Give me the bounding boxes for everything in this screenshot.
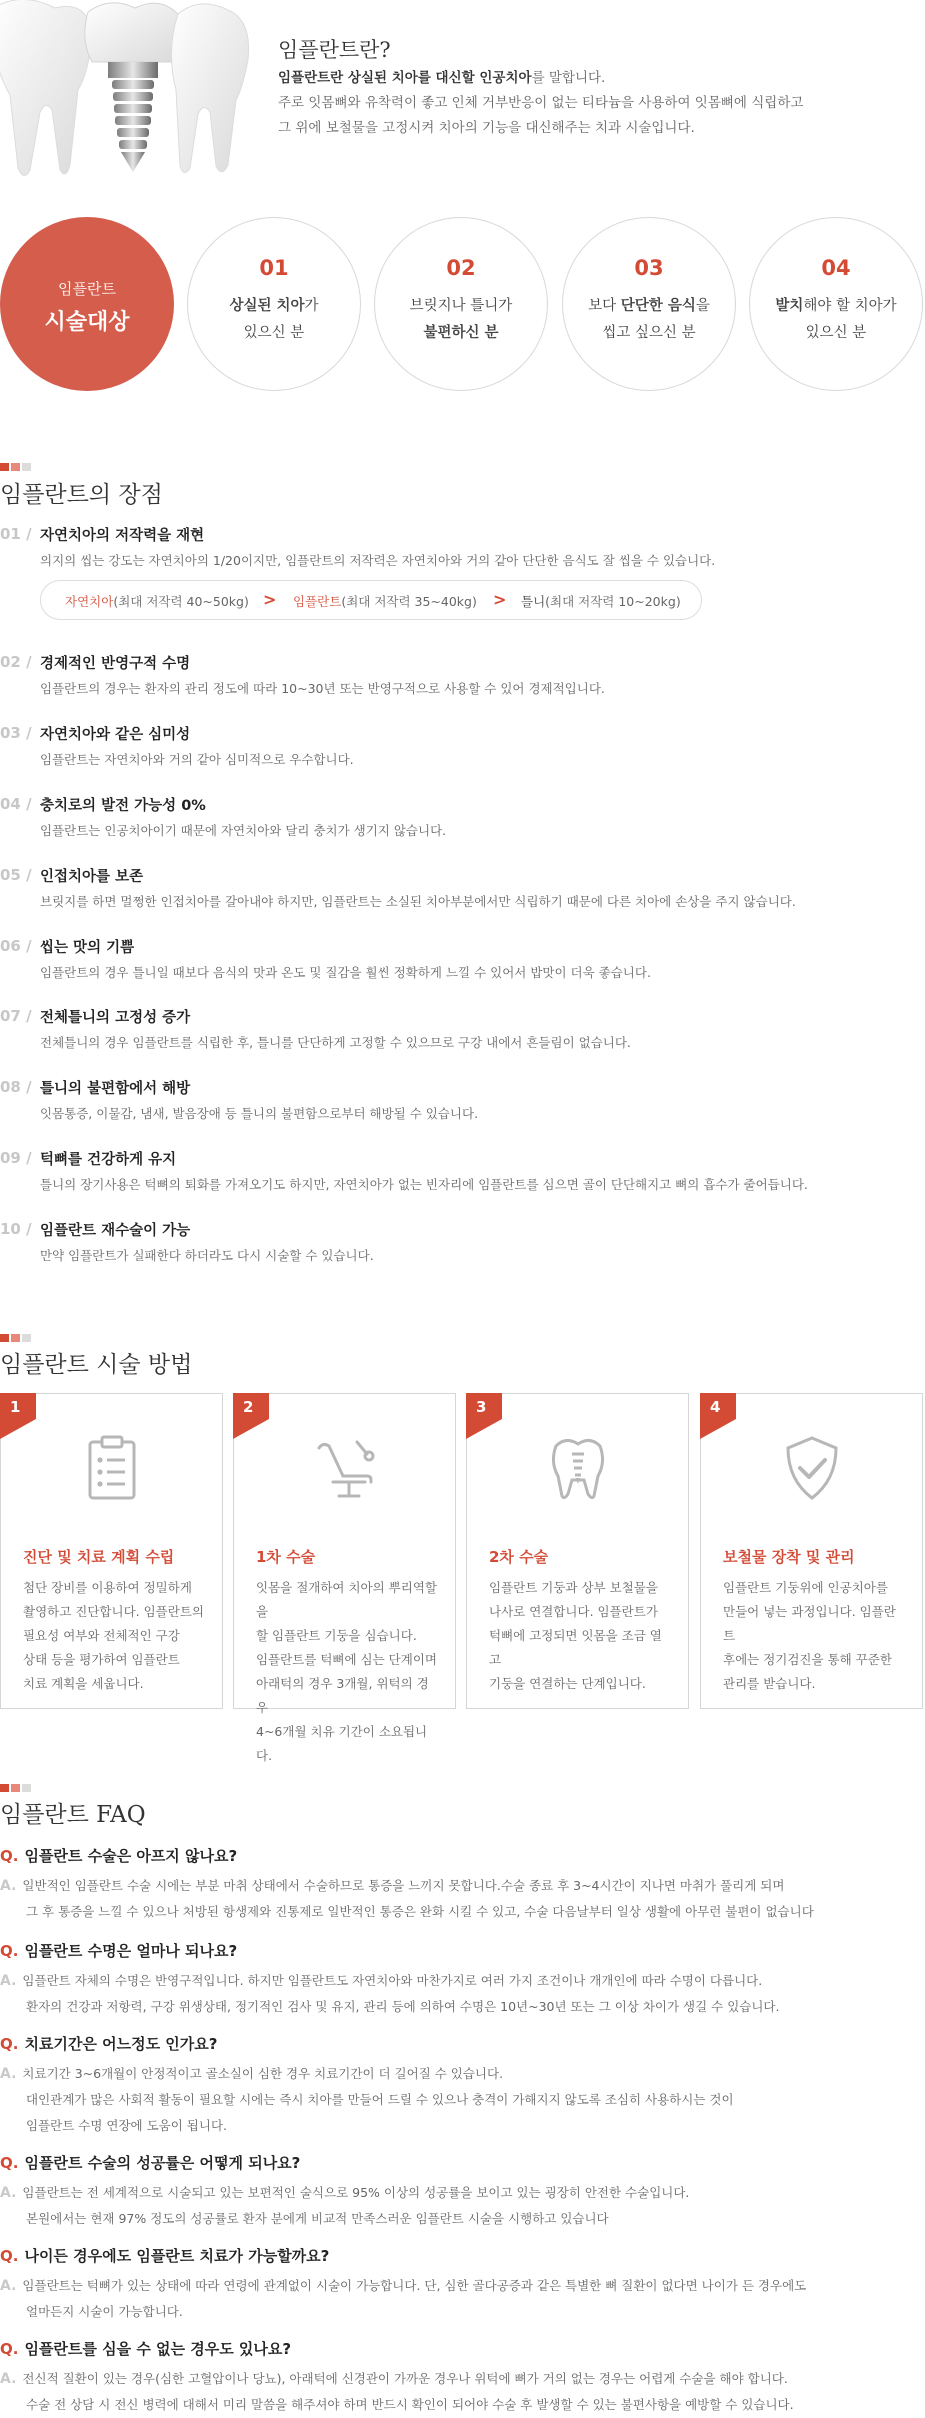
compare-implant (293, 592, 477, 610)
intro-title: 임플란트란? (278, 38, 391, 62)
step-desc-line: 아래턱의 경우 3개월, 위턱의 경우 (256, 1676, 429, 1715)
step-desc-line: 할 임플란트 기둥을 심습니다. (256, 1628, 417, 1643)
bite-force-comparison (40, 580, 702, 620)
advantages-title: 임플란트의 장점 (0, 482, 163, 508)
faq-answer-line: 전신적 질환이 있는 경우(심한 고혈압이나 당뇨), 아래턱에 신경관이 가까운 경우나 위턱에 뼈가 거의 없는 경우는 어렵게 수술을 해야 합니다. (22, 2371, 788, 2386)
compare-value: (최대 저작력 40~50kg) (113, 594, 249, 609)
intro-text: 임플란트란 (278, 70, 348, 86)
faq-answer-line: 그 후 통증을 느낄 수 있으나 처방된 항생제와 진통제로 일반적인 통증은 완화 시킬 수 있고, 수술 다음날부터 일상 생활에 아무런 불편이 없습니다 (26, 1904, 814, 1919)
target-number: 04 (821, 256, 851, 280)
faq-question-text: 임플란트 수술은 아프지 않나요? (24, 1847, 238, 1865)
faq-q-label: Q. (0, 2247, 19, 2265)
faq-question (0, 2033, 217, 2054)
implant-tooth-icon (542, 1432, 614, 1504)
compare-natural-tooth (65, 592, 249, 610)
faq-question (0, 2245, 329, 2266)
step-desc-line: 임플란트 기둥과 상부 보철물을 (489, 1580, 658, 1595)
target-number: 03 (634, 256, 664, 280)
step-number: 2 (243, 1398, 254, 1416)
faq-question (0, 2152, 300, 2173)
advantage-title: 자연치아와 같은 심미성 (40, 727, 191, 743)
target-number: 01 (259, 256, 289, 280)
step-desc (723, 1576, 907, 1696)
step-desc-line: 상태 등을 평가하여 임플란트 (23, 1652, 180, 1667)
target-bold-text: 발치 (775, 298, 804, 314)
shield-check-icon (776, 1432, 848, 1504)
section-mark (0, 460, 34, 468)
faq-answer-line: 대인관계가 많은 사회적 활동이 필요할 시에는 즉시 치아를 만들어 드릴 수 있으나 충격이 가해지지 않도록 조심히 사용하시는 것이 (26, 2092, 734, 2107)
compare-denture (521, 592, 681, 610)
step-number: 4 (710, 1398, 721, 1416)
step-desc-line: 치료 계획을 세웁니다. (23, 1676, 144, 1691)
faq-question-text: 치료기간은 어느정도 인가요? (24, 2035, 218, 2053)
target-circle-03 (562, 217, 736, 391)
target-main-title: 시술대상 (44, 310, 130, 335)
faq-answer (0, 2273, 806, 2325)
faq-answer (0, 1873, 814, 1925)
faq-question (0, 1940, 237, 1961)
method-title: 임플란트 시술 방법 (0, 1352, 193, 1378)
intro-description-line: 주로 잇몸뼈와 유착력이 좋고 인체 거부반응이 없는 티타늄을 사용하여 잇몸뼈에 식립하고 (278, 95, 804, 111)
faq-question-text: 임플란트 수명은 얼마나 되나요? (24, 1942, 238, 1960)
step-desc-line: 촬영하고 진단합니다. 임플란트의 (23, 1604, 204, 1619)
intro-bold-text: 상실된 치아 (347, 70, 418, 86)
compare-value: (최대 저작력 35~40kg) (341, 594, 477, 609)
target-text-line2: 있으신 분 (805, 325, 867, 341)
step-number: 3 (476, 1398, 487, 1416)
faq-a-label: A. (0, 2371, 17, 2387)
intro-text: 를 말합니다. (531, 70, 606, 86)
step-desc-line: 나사로 연결합니다. 임플란트가 (489, 1604, 658, 1619)
target-bold-text: 상실된 치아 (229, 298, 305, 314)
faq-answer-line: 본원에서는 현재 97% 정도의 성공률로 환자 분에게 비교적 만족스러운 임플란트 시술을 시행하고 있습니다 (26, 2211, 609, 2226)
advantage-title: 틀니의 불편함에서 해방 (40, 1081, 191, 1097)
step-desc-line: 관리를 받습니다. (723, 1676, 816, 1691)
clipboard-icon (76, 1432, 148, 1504)
faq-answer-line: 치료기간 3~6개월이 안정적이고 골소실이 심한 경우 치료기간이 더 길어질 수 있습니다. (22, 2066, 504, 2081)
implant-tooth-illustration (0, 0, 250, 210)
target-text (750, 294, 922, 315)
target-text: 브릿지나 틀니가 (409, 298, 513, 314)
advantage-desc: 브릿지를 하면 멀쩡한 인접치아를 갈아내야 하지만, 임플란트는 소실된 치아부분에서만 식립하기 때문에 다른 치아에 손상을 주지 않습니다. (40, 894, 796, 909)
faq-answer-line: 임플란트 자체의 수명은 반영구적입니다. 하지만 임플란트도 자연치아와 마찬가지로 여러 가지 조건이나 개개인에 따라 수명이 다릅니다. (22, 1973, 763, 1988)
faq-answer-line: 임플란트는 턱뼈가 있는 상태에 따라 연령에 관계없이 시술이 가능합니다. 단, 심한 골다공증과 같은 특별한 뼈 질환이 없다면 나이가 든 경우에도 (22, 2278, 807, 2293)
faq-q-label: Q. (0, 1942, 19, 1960)
advantage-number: 02 / (0, 653, 32, 671)
step-desc-line: 첨단 장비를 이용하여 정밀하게 (23, 1580, 192, 1595)
advantage-title: 임플란트 재수술이 가능 (40, 1223, 191, 1239)
target-bold-text: 단단한 음식 (620, 298, 696, 314)
target-text-rest: 을 (695, 298, 710, 314)
step-desc (489, 1576, 673, 1696)
faq-a-label: A. (0, 1878, 17, 1894)
step-desc-line: 기둥을 연결하는 단계입니다. (489, 1676, 646, 1691)
advantage-desc: 임플란트는 자연치아와 거의 같아 심미적으로 우수합니다. (40, 752, 354, 767)
step-card-3 (466, 1393, 689, 1709)
advantage-desc: 만약 임플란트가 실패한다 하더라도 다시 시술할 수 있습니다. (40, 1248, 374, 1263)
faq-q-label: Q. (0, 2340, 19, 2358)
compare-name: 틀니 (521, 594, 546, 609)
advantage-number: 08 / (0, 1078, 32, 1096)
faq-a-label: A. (0, 2066, 17, 2082)
faq-title: 임플란트 FAQ (0, 1802, 146, 1828)
step-card-1 (0, 1393, 223, 1709)
advantage-number: 03 / (0, 724, 32, 742)
advantage-title: 자연치아의 저작력을 재현 (40, 528, 205, 544)
intro-definition (278, 66, 605, 90)
advantage-title: 경제적인 반영구적 수명 (40, 656, 191, 672)
compare-arrow-icon: > (263, 590, 277, 609)
step-card-4 (700, 1393, 923, 1709)
advantage-title: 인접치아를 보존 (40, 869, 144, 885)
target-bold-text: 불편하신 분 (423, 325, 499, 341)
faq-a-label: A. (0, 2185, 17, 2201)
intro-bold-text: 인공치아 (479, 70, 532, 86)
compare-arrow-icon: > (493, 590, 507, 609)
section-mark (0, 1781, 34, 1789)
faq-q-label: Q. (0, 2154, 19, 2172)
faq-a-label: A. (0, 2278, 17, 2294)
advantage-number: 10 / (0, 1220, 32, 1238)
target-circle-02 (374, 217, 548, 391)
target-text-line2: 씹고 싶으신 분 (602, 325, 696, 341)
faq-question-text: 임플란트 수술의 성공률은 어떻게 되나요? (24, 2154, 301, 2172)
step-desc-line: 잇몸을 절개하여 치아의 뿌리역할을 (256, 1580, 437, 1619)
target-text-line2: 있으신 분 (243, 325, 305, 341)
compare-value: (최대 저작력 10~20kg) (545, 594, 681, 609)
faq-q-label: Q. (0, 2035, 19, 2053)
advantage-number: 04 / (0, 795, 32, 813)
target-text-rest: 해야 할 치아가 (803, 298, 897, 314)
target-text-rest: 가 (304, 298, 319, 314)
faq-answer-line: 임플란트 수명 연장에 도움이 됩니다. (26, 2118, 227, 2133)
faq-answer-line: 얼마든지 시술이 가능합니다. (26, 2304, 183, 2319)
advantage-desc: 의지의 씹는 강도는 자연치아의 1/20이지만, 임플란트의 저작력은 자연치아와 거의 같아 단단한 음식도 잘 씹을 수 있습니다. (40, 553, 716, 568)
compare-name: 자연치아 (65, 594, 114, 609)
faq-answer-line: 임플란트는 전 세계적으로 시술되고 있는 보편적인 술식으로 95% 이상의 성공률을 보이고 있는 굉장히 안전한 수술입니다. (22, 2185, 690, 2200)
faq-answer (0, 1968, 779, 2020)
step-title: 2차 수술 (489, 1548, 549, 1566)
step-desc-line: 후에는 정기검진을 통해 꾸준한 (723, 1652, 892, 1667)
advantage-title: 씹는 맛의 기쁨 (40, 940, 135, 956)
step-desc-line: 4~6개월 치유 기간이 소요됩니다. (256, 1724, 428, 1763)
faq-answer-line: 환자의 건강과 저항력, 구강 위생상태, 정기적인 검사 및 유지, 관리 등에 의하여 수명은 10년~30년 또는 그 이상 차이가 생길 수 있습니다. (26, 1999, 780, 2014)
step-desc-line: 임플란트 기둥위에 인공치아를 (723, 1580, 888, 1595)
faq-question-text: 임플란트를 심을 수 없는 경우도 있나요? (24, 2340, 292, 2358)
target-number: 02 (446, 256, 476, 280)
advantage-desc: 임플란트는 인공치아이기 때문에 자연치아와 달리 충치가 생기지 않습니다. (40, 823, 447, 838)
advantage-number: 06 / (0, 937, 32, 955)
step-desc (256, 1576, 440, 1768)
target-main-label: 임플란트 (58, 280, 116, 298)
target-text (188, 294, 360, 315)
advantage-title: 턱뼈를 건강하게 유지 (40, 1152, 177, 1168)
faq-a-label: A. (0, 1973, 17, 1989)
step-desc-line: 만들어 넣는 과정입니다. 임플란트 (723, 1604, 896, 1643)
target-text (563, 294, 735, 315)
compare-name: 임플란트 (293, 594, 342, 609)
advantage-title: 충치로의 발전 가능성 0% (40, 798, 206, 814)
faq-question (0, 1845, 237, 1866)
target-text-pre: 보다 (588, 298, 621, 314)
section-mark (0, 1331, 34, 1339)
step-desc (23, 1576, 207, 1696)
advantage-desc: 임플란트의 경우 틀니일 때보다 음식의 맛과 온도 및 질감을 훨씬 정확하게 느낄 수 있어서 밥맛이 더욱 좋습니다. (40, 965, 651, 980)
step-desc-line: 턱뼈에 고정되면 잇몸을 조금 열고 (489, 1628, 662, 1667)
advantage-number: 09 / (0, 1149, 32, 1167)
faq-answer-line: 수술 전 상담 시 전신 병력에 대해서 미리 말씀을 해주셔야 하며 반드시 확인이 되어야 수술 후 발생할 수 있는 불편사항을 예방할 수 있습니다. (26, 2397, 794, 2412)
step-title: 보철물 장착 및 관리 (723, 1548, 855, 1566)
step-title: 진단 및 치료 계획 수립 (23, 1548, 175, 1566)
step-desc-line: 임플란트를 턱뼈에 심는 단계이며 (256, 1652, 437, 1667)
advantage-number: 07 / (0, 1007, 32, 1025)
dental-chair-icon (309, 1432, 381, 1504)
faq-question-text: 나이든 경우에도 임플란트 치료가 가능할까요? (24, 2247, 330, 2265)
advantage-desc: 전체틀니의 경우 임플란트를 식립한 후, 틀니를 단단하게 고정할 수 있으므로 구강 내에서 흔들림이 없습니다. (40, 1035, 631, 1050)
target-circle-04 (749, 217, 923, 391)
faq-answer (0, 2366, 794, 2418)
target-text-line2 (375, 321, 547, 342)
intro-section (0, 0, 925, 210)
target-circle-01 (187, 217, 361, 391)
intro-description-line: 그 위에 보철물을 고정시켜 치아의 기능을 대신해주는 치과 시술입니다. (278, 120, 695, 136)
target-main-circle (0, 217, 174, 391)
faq-answer-line: 일반적인 임플란트 수술 시에는 부분 마취 상태에서 수술하므로 통증을 느끼지 못합니다.수술 종료 후 3~4시간이 지나면 마취가 풀리게 되며 (22, 1878, 785, 1893)
advantage-number: 01 / (0, 525, 32, 543)
advantage-number: 05 / (0, 866, 32, 884)
step-card-2 (233, 1393, 456, 1763)
step-title: 1차 수술 (256, 1548, 316, 1566)
faq-answer (0, 2180, 689, 2232)
intro-text: 를 대신할 (417, 70, 480, 86)
advantage-desc: 임플란트의 경우는 환자의 관리 정도에 따라 10~30년 또는 반영구적으로 사용할 수 있어 경제적입니다. (40, 681, 605, 696)
treatment-target-section (0, 217, 925, 393)
faq-q-label: Q. (0, 1847, 19, 1865)
faq-answer (0, 2061, 734, 2139)
faq-question (0, 2338, 291, 2359)
step-desc-line: 필요성 여부와 전체적인 구강 (23, 1628, 180, 1643)
advantage-title: 전체틀니의 고정성 증가 (40, 1010, 191, 1026)
advantage-desc: 틀니의 장기사용은 턱뼈의 퇴화를 가져오기도 하지만, 자연치아가 없는 빈자리에 임플란트를 심으면 골이 단단해지고 뼈의 흡수가 줄어듭니다. (40, 1177, 808, 1192)
step-number: 1 (10, 1398, 21, 1416)
advantage-desc: 잇몸통증, 이물감, 냄새, 발음장애 등 틀니의 불편함으로부터 해방될 수 있습니다. (40, 1106, 479, 1121)
